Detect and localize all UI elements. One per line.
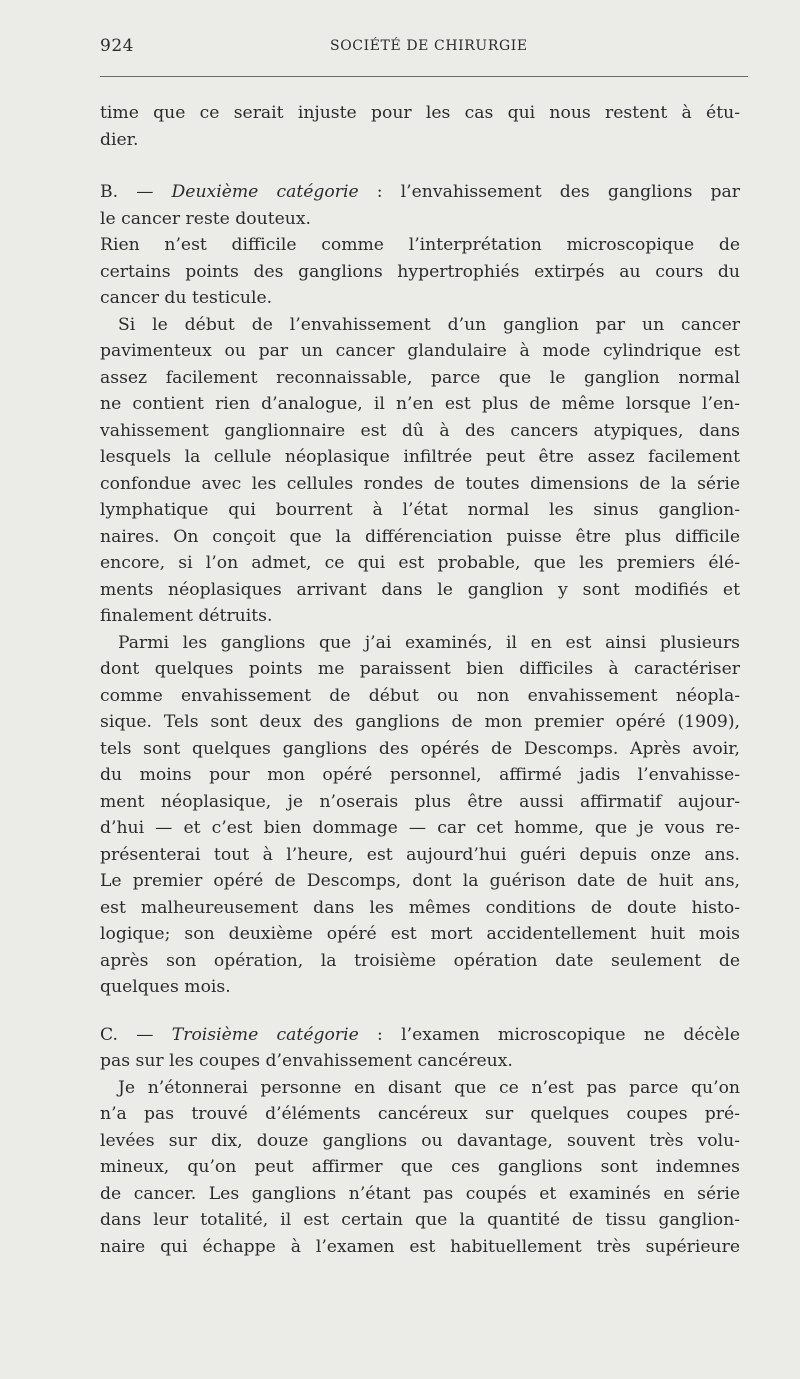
paragraph-gap — [100, 153, 740, 179]
text-line: tels sont quelques ganglions des opérés de Descomps. Après avoir, — [100, 738, 740, 759]
text-line: n’a pas trouvé d’éléments cancéreux sur quelques coupes pré- — [100, 1104, 740, 1124]
text-line: dans leur totalité, il est certain que la quantité de tissu ganglion- — [100, 1210, 740, 1230]
paragraph-gap — [100, 1001, 740, 1022]
text-line: après son opération, la troisième opération date seulement de — [100, 950, 740, 971]
text-line: mineux, qu’on peut affirmer que ces ganglions sont indemnes — [100, 1157, 740, 1177]
text-line: lesquels la cellule néoplasique infiltrée peut être assez facilement — [100, 447, 740, 467]
section-title: Troisième catégorie — [171, 1024, 359, 1045]
text-line: ment néoplasique, je n’oserais plus être aussi affirmatif aujour- — [100, 791, 740, 812]
text-line: finalement détruits. — [100, 606, 273, 626]
section-text: : l’examen microscopique ne décèle — [358, 1024, 741, 1045]
text-line: ments néoplasiques arrivant dans le ganglion y sont modifiés et — [100, 579, 740, 600]
text-line: pas sur les coupes d’envahissement cancéreux. — [100, 1051, 513, 1071]
text-line: encore, si l’on admet, ce qui est probable, que les premiers élé- — [100, 553, 740, 573]
text-line: levées sur dix, douze ganglions ou davantage, souvent très volu- — [100, 1130, 740, 1151]
text-line — [100, 179, 740, 206]
text-line: dier. — [100, 129, 139, 150]
text-line: lymphatique qui bourrent à l’état normal les sinus ganglion- — [100, 500, 740, 520]
text-line: vahissement ganglionnaire est dû à des cancers atypiques, dans — [100, 420, 740, 441]
section-heading-b — [100, 179, 740, 232]
text-line: cancer du testicule. — [100, 288, 273, 308]
section-heading-c — [100, 1022, 740, 1075]
header-rule — [100, 76, 748, 77]
paragraph — [100, 100, 740, 153]
text-line: pavimenteux ou par un cancer glandulaire à mode cylindrique est — [100, 341, 740, 361]
text-line: du moins pour mon opéré personnel, affirmé jadis l’envahisse- — [100, 765, 740, 785]
section-label: B. — — [100, 182, 172, 202]
text-line: Parmi les ganglions que j’ai examinés, il en est ainsi plusieurs — [118, 632, 740, 653]
text-line: est malheureusement dans les mêmes conditions de doute histo- — [100, 897, 740, 918]
text-line: assez facilement reconnaissable, parce que le ganglion normal — [100, 367, 740, 388]
text-line: d’hui — et c’est bien dommage — car cet homme, que je vous re- — [100, 818, 740, 838]
text-line: ne contient rien d’analogue, il n’en est plus de même lorsque l’en- — [100, 394, 740, 414]
text-line: dont quelques points me paraissent bien difficiles à caractériser — [100, 659, 740, 679]
text-line: Si le début de l’envahissement d’un ganglion par un cancer — [118, 314, 740, 335]
body-text — [100, 100, 740, 1260]
text-line: comme envahissement de début ou non envahissement néopla- — [100, 685, 740, 706]
text-line: présenterai tout à l’heure, est aujourd’hui guéri depuis onze ans. — [100, 844, 740, 865]
text-line: de cancer. Les ganglions n’étant pas coupés et examinés en série — [100, 1183, 740, 1204]
text-line: Je n’étonnerai personne en disant que ce n’est pas parce qu’on — [118, 1077, 740, 1098]
page-number: 924 — [100, 36, 134, 56]
text-line: certains points des ganglions hypertrophiés extirpés au cours du — [100, 261, 740, 282]
text-line: time que ce serait injuste pour les cas qui nous restent à étu- — [100, 103, 740, 123]
text-line: Le premier opéré de Descomps, dont la guérison date de huit ans, — [100, 871, 740, 891]
text-line: Rien n’est difficile comme l’interprétation microscopique de — [100, 235, 740, 255]
section-text: : l’envahissement des ganglions par — [358, 182, 740, 202]
text-line: logique; son deuxième opéré est mort accidentellement huit mois — [100, 924, 740, 944]
text-line — [100, 1022, 740, 1049]
text-line: naire qui échappe à l’examen est habituellement très supérieure — [100, 1236, 740, 1257]
paragraph — [100, 1075, 740, 1261]
text-line: quelques mois. — [100, 977, 231, 997]
paragraph — [100, 312, 740, 630]
running-title: SOCIÉTÉ DE CHIRURGIE — [330, 38, 528, 54]
text-line: le cancer reste douteux. — [100, 208, 312, 229]
text-line: confondue avec les cellules rondes de toutes dimensions de la série — [100, 473, 740, 494]
paragraph — [100, 232, 740, 312]
paragraph — [100, 630, 740, 1001]
section-label: C. — — [100, 1024, 172, 1045]
running-head — [100, 36, 748, 60]
text-line: naires. On conçoit que la différenciation puisse être plus difficile — [100, 526, 740, 547]
section-title: Deuxième catégorie — [171, 182, 359, 202]
text-line: sique. Tels sont deux des ganglions de mon premier opéré (1909), — [100, 712, 740, 732]
